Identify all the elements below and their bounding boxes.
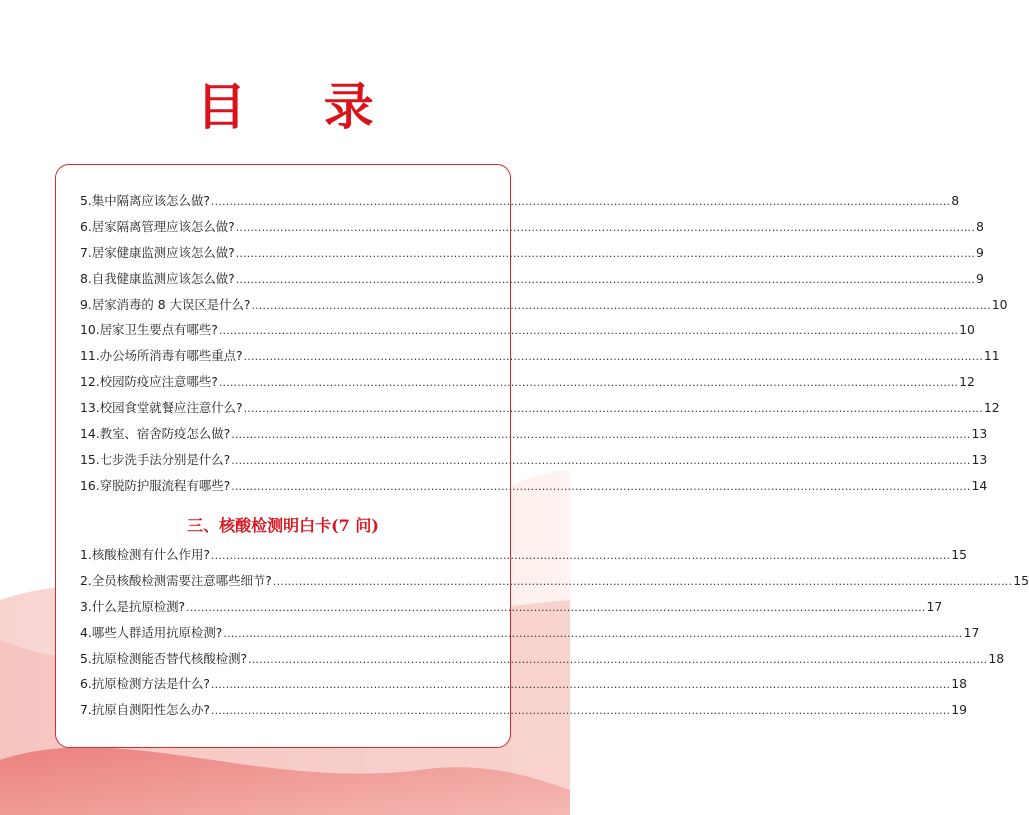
- toc-box: [55, 164, 1029, 748]
- toc-leader-dots: ........................................................................................................................................................................................................: [218, 376, 959, 390]
- section-heading: 三、核酸检测明白卡(7 问): [187, 516, 379, 535]
- toc-entry-page-number: 8: [951, 193, 960, 208]
- toc-entry-label: 5.抗原检测能否替代核酸检测?: [80, 650, 248, 666]
- toc-leader-dots: ........................................................................................................................................................................................................: [243, 350, 983, 364]
- toc-entry-label: 9.居家消毒的 8 大误区是什么?: [80, 296, 251, 312]
- toc-leader-dots: ........................................................................................................................................................................................................: [243, 402, 983, 416]
- toc-entry-page-number: 14: [971, 477, 988, 493]
- toc-leader-dots: ........................................................................................................................................................................................................: [218, 324, 959, 338]
- toc-entry-page-number: 13: [971, 451, 988, 467]
- toc-entry-label: 15.七步洗手法分别是什么?: [80, 451, 231, 467]
- toc-entry[interactable]: [80, 398, 1000, 424]
- toc-leader-dots: ........................................................................................................................................................................................................: [272, 574, 1013, 588]
- toc-leader-dots: ........................................................................................................................................................................................................: [210, 678, 951, 692]
- toc-entry-page-number: 18: [951, 676, 968, 692]
- toc-entry-page-number: 19: [951, 702, 968, 718]
- toc-entry-label: 14.教室、宿舍防疫怎么做?: [80, 426, 231, 442]
- toc-entry-label: 7.居家健康监测应该怎么做?: [80, 244, 235, 260]
- toc-entry-label: 6.抗原检测方法是什么?: [80, 676, 210, 692]
- toc-entry-label: 11.办公场所消毒有哪些重点?: [80, 348, 243, 364]
- toc-entry-page-number: 9: [976, 244, 984, 260]
- toc-entry[interactable]: [80, 191, 960, 217]
- toc-entry-label: 6.居家隔离管理应该怎么做?: [80, 218, 235, 234]
- toc-entry-label: 2.全员核酸检测需要注意哪些细节?: [80, 572, 272, 588]
- toc-entry[interactable]: [80, 476, 988, 502]
- toc-entry-page-number: 12: [959, 374, 975, 390]
- toc-list-part1: [80, 191, 1008, 502]
- toc-entry[interactable]: [80, 597, 943, 623]
- toc-list-part2: [80, 545, 1029, 726]
- toc-entry[interactable]: [80, 372, 975, 398]
- toc-entry[interactable]: [80, 269, 984, 295]
- toc-leader-dots: ........................................................................................................................................................................................................: [235, 272, 976, 286]
- toc-entry[interactable]: [80, 424, 988, 450]
- toc-leader-dots: ........................................................................................................................................................................................................: [223, 626, 963, 640]
- toc-entry[interactable]: [80, 346, 1000, 372]
- toc-leader-dots: ........................................................................................................................................................................................................: [231, 479, 971, 493]
- toc-entry-label: 4.哪些人群适用抗原检测?: [80, 624, 223, 640]
- toc-entry[interactable]: [80, 450, 988, 476]
- toc-entry[interactable]: [80, 217, 984, 243]
- toc-entry-label: 10.居家卫生要点有哪些?: [80, 322, 218, 338]
- toc-entry-page-number: 10: [959, 322, 975, 338]
- toc-entry-page-number: 17: [926, 598, 943, 614]
- toc-leader-dots: ........................................................................................................................................................................................................: [210, 549, 951, 562]
- toc-entry[interactable]: [80, 320, 975, 346]
- toc-entry-page-number: 12: [983, 400, 1000, 416]
- toc-entry[interactable]: [80, 674, 968, 700]
- toc-entry-label: 16.穿脱防护服流程有哪些?: [80, 477, 231, 493]
- toc-leader-dots: ........................................................................................................................................................................................................: [231, 453, 971, 467]
- toc-entry-label: 7.抗原自测阳性怎么办?: [80, 702, 210, 718]
- toc-entry-page-number: 18: [988, 650, 1005, 666]
- toc-entry-label: 13.校园食堂就餐应注意什么?: [80, 400, 243, 416]
- toc-entry[interactable]: [80, 295, 1008, 321]
- toc-entry-label: 3.什么是抗原检测?: [80, 598, 186, 614]
- toc-entry-page-number: 9: [976, 270, 984, 286]
- toc-leader-dots: ........................................................................................................................................................................................................: [186, 600, 926, 614]
- toc-entry-page-number: 8: [976, 218, 984, 234]
- toc-entry-page-number: 15: [951, 547, 968, 562]
- toc-entry[interactable]: [80, 623, 980, 649]
- toc-leader-dots: ........................................................................................................................................................................................................: [231, 428, 971, 442]
- page-title: 目 录: [196, 77, 404, 136]
- toc-leader-dots: ........................................................................................................................................................................................................: [235, 246, 976, 260]
- toc-leader-dots: ........................................................................................................................................................................................................: [248, 652, 988, 666]
- toc-entry-label: 12.校园防疫应注意哪些?: [80, 374, 218, 390]
- toc-entry-page-number: 10: [991, 296, 1008, 312]
- toc-entry[interactable]: [80, 571, 1029, 597]
- toc-entry[interactable]: [80, 545, 968, 571]
- toc-entry-page-number: 17: [963, 624, 980, 640]
- toc-leader-dots: ........................................................................................................................................................................................................: [210, 704, 951, 718]
- toc-entry-page-number: 13: [971, 426, 988, 442]
- toc-leader-dots: ........................................................................................................................................................................................................: [235, 220, 976, 234]
- toc-entry-label: 1.核酸检测有什么作用?: [80, 547, 210, 562]
- toc-entry-label: 8.自我健康监测应该怎么做?: [80, 270, 235, 286]
- toc-entry-label: 5.集中隔离应该怎么做?: [80, 193, 210, 208]
- toc-entry-page-number: 11: [983, 348, 1000, 364]
- toc-entry[interactable]: [80, 700, 968, 726]
- toc-entry-page-number: 15: [1013, 572, 1029, 588]
- toc-entry[interactable]: [80, 649, 1005, 675]
- toc-leader-dots: ........................................................................................................................................................................................................: [210, 195, 951, 208]
- toc-leader-dots: ........................................................................................................................................................................................................: [251, 298, 991, 312]
- toc-entry[interactable]: [80, 243, 984, 269]
